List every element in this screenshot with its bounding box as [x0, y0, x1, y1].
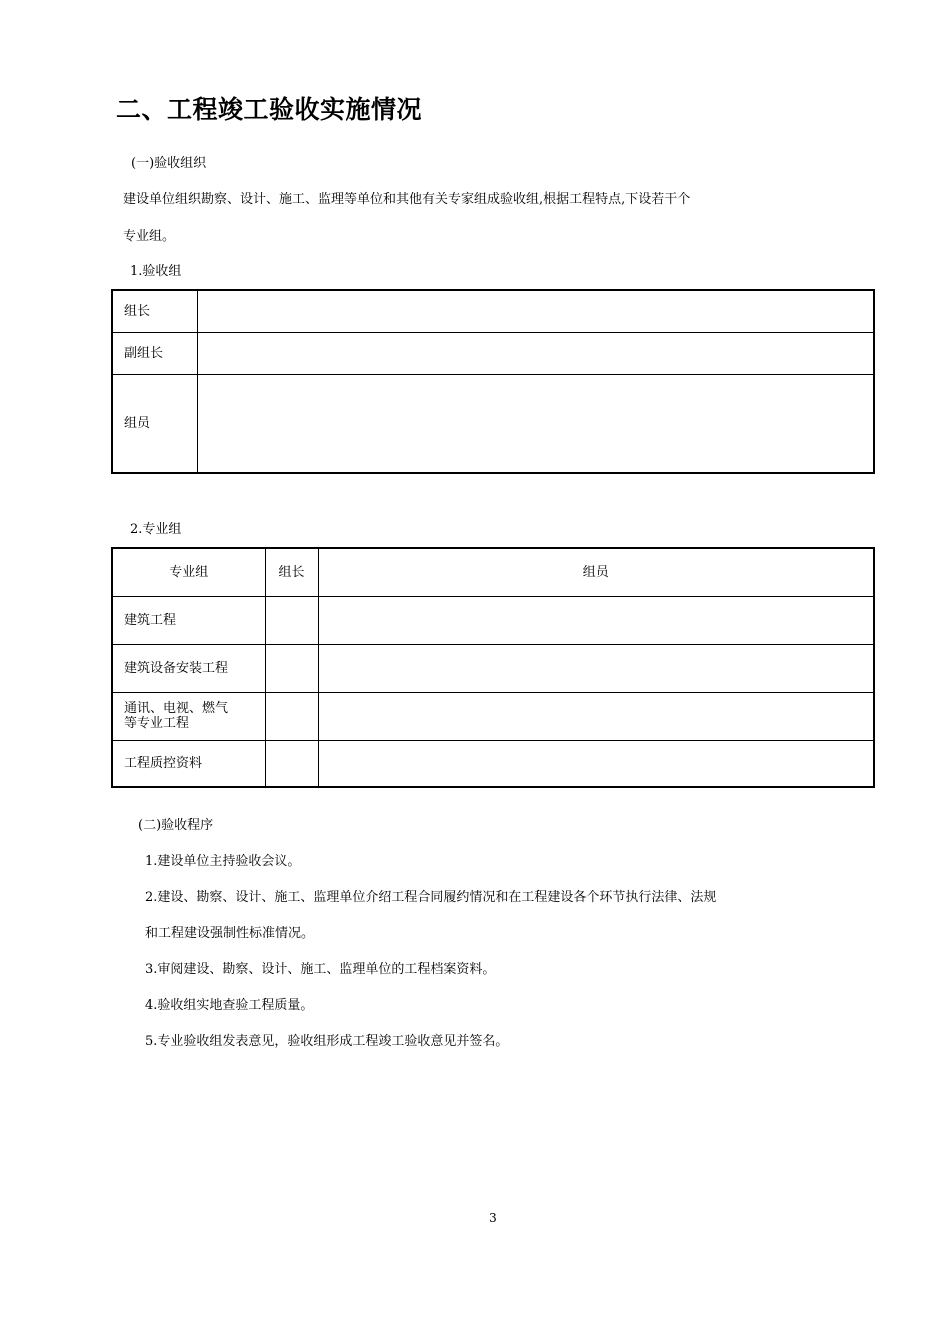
group-name-line2: 等专业工程: [124, 716, 190, 731]
table-header-row: [112, 548, 874, 596]
group-members-cell: [318, 644, 874, 692]
row-label-members: 组员: [112, 374, 197, 473]
section1-paragraph-line1: 建设单位组织勘察、设计、施工、监理等单位和其他有关专家组成验收组,根据工程特点,下设若干个: [123, 192, 691, 207]
table-row: [112, 692, 874, 740]
group-members-cell: [318, 596, 874, 644]
procedure-item-5: 5.专业验收组发表意见，验收组形成工程竣工验收意见并签名。: [145, 1034, 509, 1049]
group-name-cell: 建筑设备安装工程: [112, 644, 265, 692]
group-leader-cell: [265, 692, 318, 740]
group-leader-cell: [265, 740, 318, 787]
group-leader-cell: [265, 596, 318, 644]
table-row: [112, 332, 874, 374]
table-row: [112, 740, 874, 787]
members-value-cell: [197, 374, 874, 473]
group-members-cell: [318, 740, 874, 787]
section1-heading: (一)验收组织: [131, 156, 207, 171]
page-title: 二、工程竣工验收实施情况: [116, 95, 423, 124]
table-row: [112, 374, 874, 473]
leader-value-cell: [197, 290, 874, 332]
deputy-leader-value-cell: [197, 332, 874, 374]
header-professional-group: 专业组: [112, 548, 265, 596]
table-row: [112, 644, 874, 692]
section1-paragraph-line2: 专业组。: [123, 229, 176, 244]
header-members: 组员: [318, 548, 874, 596]
group-leader-cell: [265, 644, 318, 692]
row-label-deputy-leader: 副组长: [112, 332, 197, 374]
procedure-item-2: 2.建设、勘察、设计、施工、监理单位介绍工程合同履约情况和在工程建设各个环节执行法律、法规: [145, 890, 717, 905]
acceptance-group-table: [111, 289, 875, 474]
page-number: 3: [489, 1211, 497, 1225]
group-name-cell: 建筑工程: [112, 596, 265, 644]
subsection-professional-groups: 2.专业组: [130, 522, 182, 537]
header-leader: 组长: [265, 548, 318, 596]
subsection-acceptance-group: 1.验收组: [130, 264, 182, 279]
procedure-item-1: 1.建设单位主持验收会议。: [145, 854, 301, 869]
procedure-item-3: 3.审阅建设、勘察、设计、施工、监理单位的工程档案资料。: [145, 962, 496, 977]
group-name-cell: [112, 692, 265, 740]
table-row: [112, 596, 874, 644]
group-members-cell: [318, 692, 874, 740]
procedure-item-2-continued: 和工程建设强制性标准情况。: [145, 926, 315, 941]
procedure-item-4: 4.验收组实地查验工程质量。: [145, 998, 314, 1013]
section2-heading: (二)验收程序: [138, 818, 214, 833]
professional-groups-table: [111, 547, 875, 788]
row-label-leader: 组长: [112, 290, 197, 332]
group-name-cell: 工程质控资料: [112, 740, 265, 787]
group-name-line1: 通讯、电视、燃气: [124, 701, 229, 716]
table-row: [112, 290, 874, 332]
